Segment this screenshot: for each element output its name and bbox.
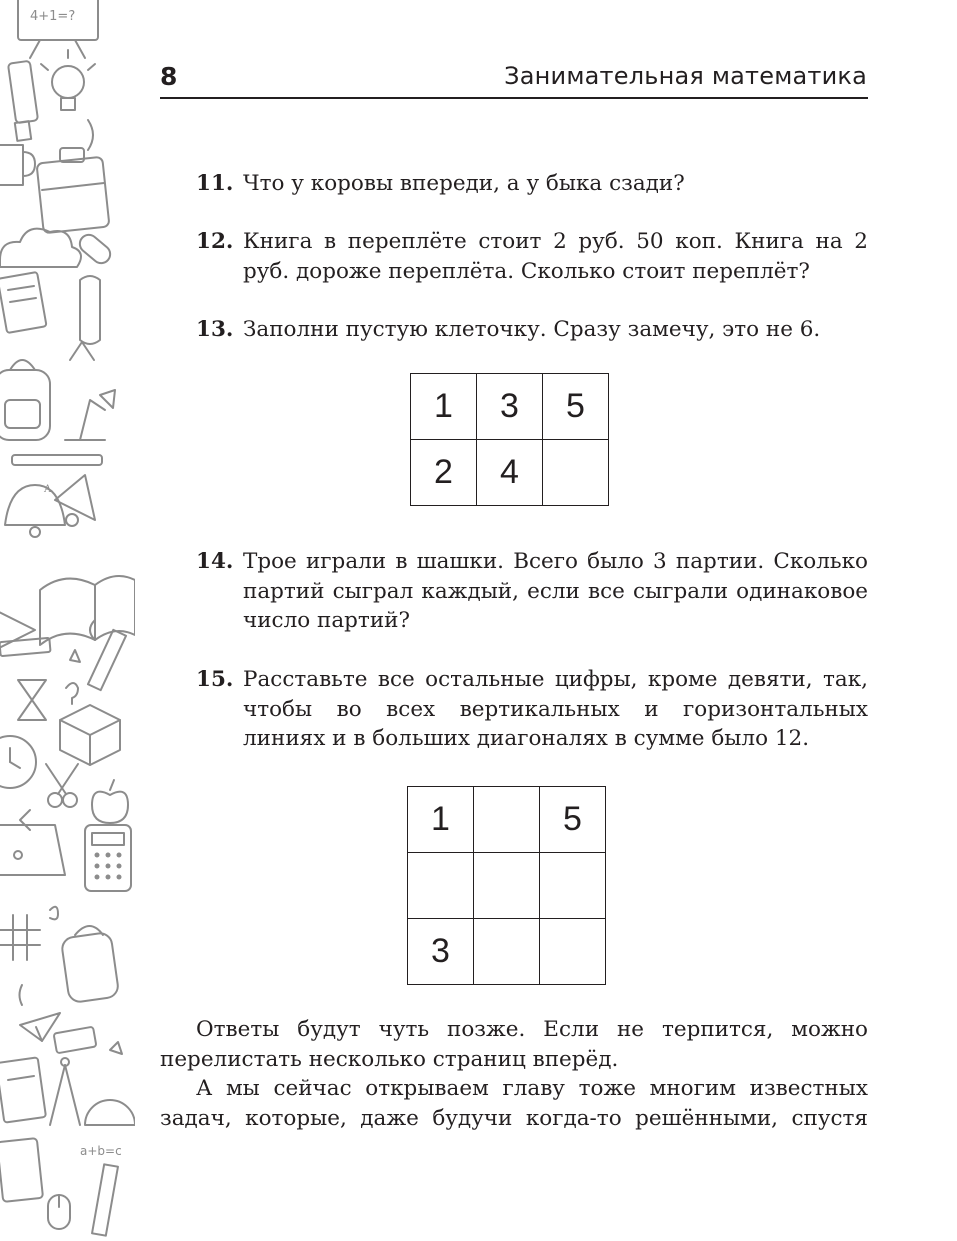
problem-number: 11. <box>196 171 234 196</box>
backpack-icon <box>61 926 120 1003</box>
svg-text:A: A <box>44 484 52 495</box>
grid-cell-empty <box>540 853 606 919</box>
chalkboard-text: 4+1=? <box>30 9 76 24</box>
grid-cell-empty <box>408 853 474 919</box>
hourglass-icon <box>18 680 46 720</box>
grid-cell-empty <box>540 919 606 985</box>
briefcase-icon <box>37 148 110 233</box>
computer-mouse-icon <box>48 1195 70 1229</box>
scissors-icon <box>46 764 78 807</box>
compass-icon <box>50 1058 80 1125</box>
problem-11 <box>196 169 868 199</box>
problem-text: Заполни пустую клеточку. Сразу замечу, это не 6. <box>243 317 821 342</box>
circle-shape-icon <box>66 514 78 526</box>
grid-cell: 1 <box>408 787 474 853</box>
body-paragraph: Ответы будут чуть позже. Если не терпится, можно перелистать несколько страниц вперёд. <box>160 1017 868 1072</box>
problem-number: 13. <box>196 317 234 342</box>
apple-icon <box>92 780 128 823</box>
grid-cell-empty <box>474 919 540 985</box>
problem-number: 12. <box>196 229 234 254</box>
body-paragraph: А мы сейчас открываем главу тоже многим известных задач, которые, даже будучи когда-то решёнными, спустя <box>160 1076 868 1131</box>
cube-icon <box>60 705 120 765</box>
mug-icon <box>0 145 35 185</box>
grid-cell: 2 <box>411 440 477 506</box>
problem-13 <box>196 315 868 345</box>
eraser-icon <box>76 231 114 267</box>
set-square-icon <box>0 610 35 650</box>
school-doodles-border <box>0 0 135 1241</box>
notebook-icon <box>0 272 47 333</box>
eraser-icon <box>54 1027 97 1054</box>
tic-tac-toe-icon <box>0 915 40 960</box>
formula-text: a+b=c <box>80 1144 122 1158</box>
grid-cell: 1 <box>411 374 477 440</box>
problem-number: 14. <box>196 549 234 574</box>
protractor-icon <box>85 1100 135 1125</box>
back-arrow-icon <box>20 810 30 830</box>
laptop-icon <box>0 825 65 875</box>
alarm-clock-icon <box>0 736 36 788</box>
problem-text: Что у коровы впереди, а у быка сзади? <box>243 171 685 196</box>
spiral-icon <box>50 907 58 920</box>
problem-text: Трое играли в шашки. Всего было 3 партии. Сколько партий сыграл каждый, если все сыграли одинаковое число партий? <box>243 549 868 633</box>
header-rule <box>160 97 868 99</box>
pencil-icon <box>0 638 51 656</box>
problem-15 <box>196 665 868 754</box>
notebook-icon <box>0 1057 46 1122</box>
grid-cell: 4 <box>477 440 543 506</box>
question-mark-icon <box>66 683 78 704</box>
marker-icon <box>8 61 38 141</box>
desk-lamp-icon <box>65 390 115 440</box>
grid-cell: 3 <box>408 919 474 985</box>
ruler-icon <box>12 455 102 465</box>
problem-text: Книга в переплёте стоит 2 руб. 50 коп. Книга на 2 руб. дороже переплёта. Сколько стоит переплёт? <box>243 229 868 284</box>
open-book-icon <box>40 576 135 645</box>
number-grid-13 <box>410 373 609 506</box>
scroll-icon <box>70 276 100 360</box>
running-header-title: Занимательная математика <box>504 62 867 90</box>
grid-cell-empty <box>474 787 540 853</box>
lightbulb-small-icon <box>20 985 23 1005</box>
lightbulb-icon <box>41 50 95 110</box>
arrow-icon <box>88 120 93 150</box>
cloud-icon <box>0 229 81 267</box>
triangle-icon <box>43 475 95 520</box>
page-number: 8 <box>160 62 178 91</box>
pin-icon <box>70 650 80 662</box>
number-grid-15 <box>407 786 606 985</box>
problem-text: Расставьте все остальные цифры, кроме девяти, так, чтобы во всех вертикальных и горизонтальных линиях и в больших диагоналях в сумме было 12. <box>243 667 868 751</box>
bell-icon <box>5 485 65 537</box>
pin-icon <box>110 1042 122 1054</box>
pencil-icon <box>92 1164 118 1235</box>
calculator-icon <box>85 825 131 891</box>
problem-14 <box>196 547 868 636</box>
grid-cell-empty <box>543 440 609 506</box>
grid-cell: 5 <box>543 374 609 440</box>
clipboard-icon <box>0 1138 43 1202</box>
problem-12 <box>196 227 868 286</box>
backpack-icon <box>0 360 50 440</box>
problem-number: 15. <box>196 667 234 692</box>
grid-cell: 3 <box>477 374 543 440</box>
grid-cell-empty <box>474 853 540 919</box>
grid-cell: 5 <box>540 787 606 853</box>
